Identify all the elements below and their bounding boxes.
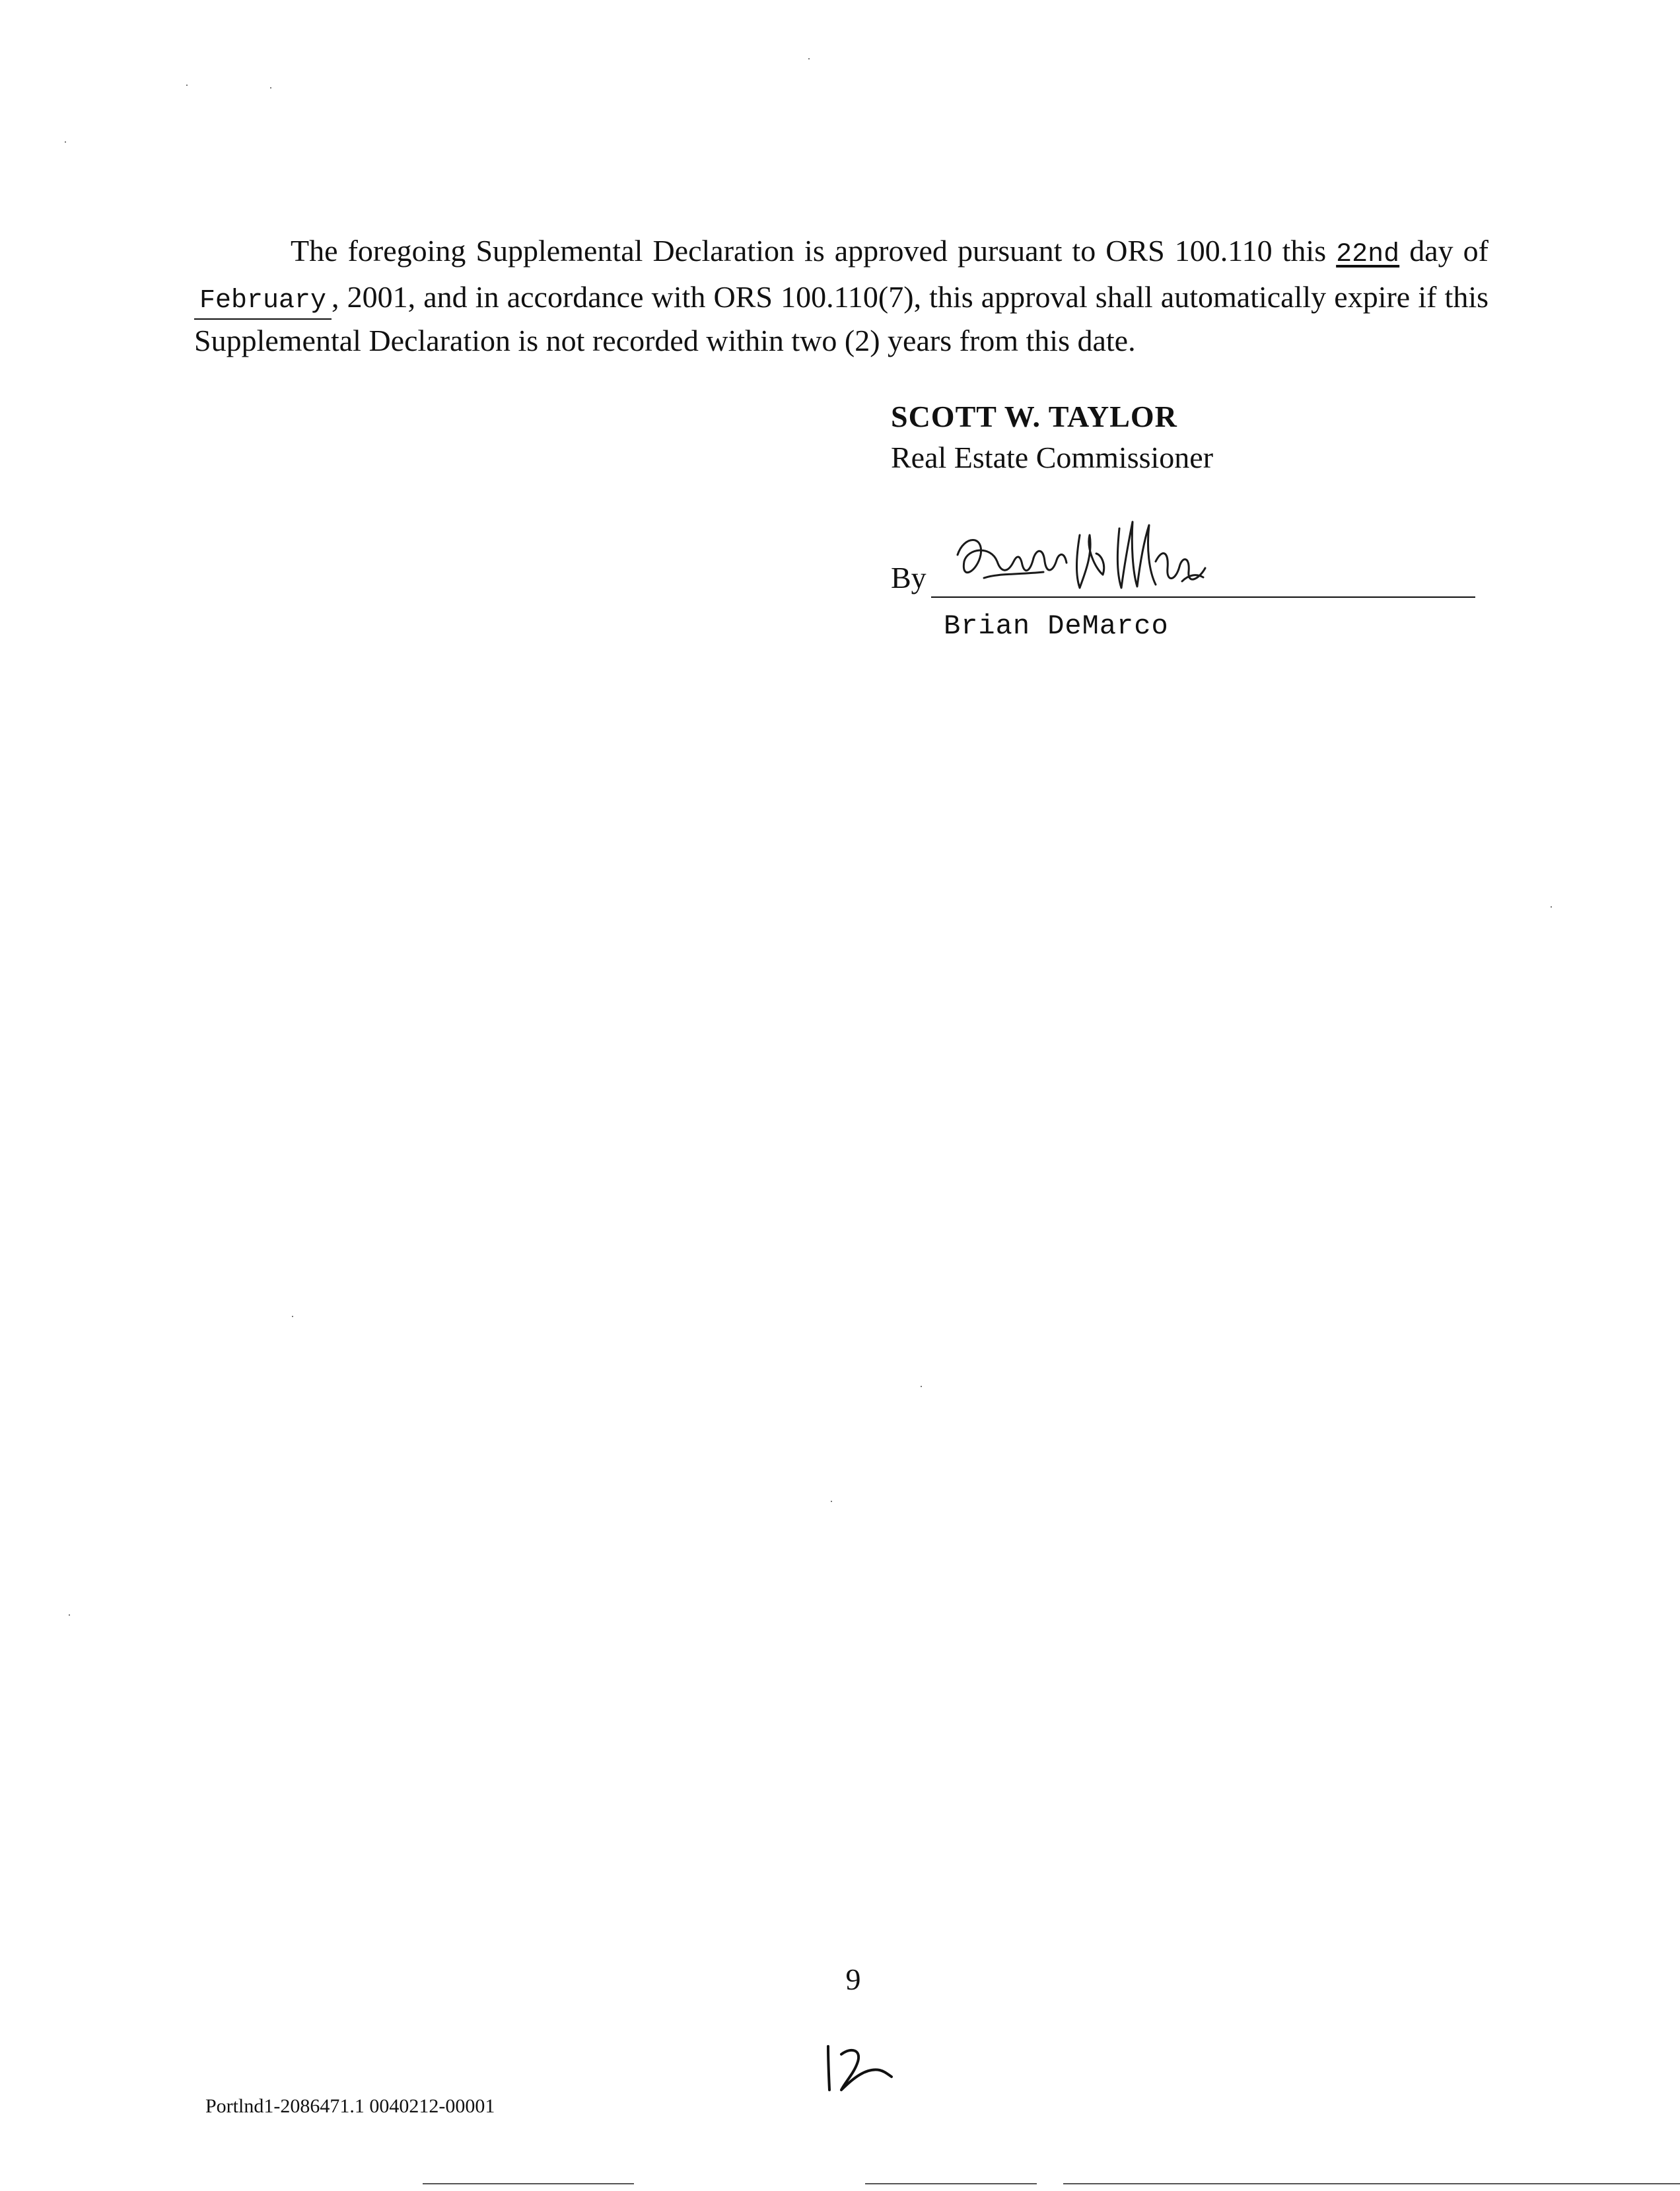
document-id: Portlnd1-2086471.1 0040212-00001 — [205, 2095, 495, 2117]
scan-speck — [186, 85, 188, 86]
scan-speck — [831, 1501, 832, 1502]
scan-speck — [1551, 906, 1552, 908]
scan-edge-rule-1 — [423, 2183, 634, 2184]
scan-edge-rule-3 — [1063, 2183, 1680, 2184]
commissioner-name: SCOTT W. TAYLOR — [891, 400, 1177, 433]
scan-speck — [808, 58, 810, 59]
handwritten-page-mark — [819, 2041, 898, 2094]
commissioner-title: Real Estate Commissioner — [891, 441, 1214, 474]
scan-speck — [65, 141, 66, 143]
scan-speck — [921, 1386, 922, 1387]
handwritten-signature — [944, 509, 1222, 608]
approval-text-intro: The foregoing Supplemental Declaration is approved pursuant to ORS 100.110 this — [291, 234, 1327, 268]
approval-paragraph — [194, 230, 1488, 362]
month-field: February — [199, 286, 327, 316]
by-label: By — [891, 561, 927, 594]
scan-speck — [69, 1614, 70, 1616]
scan-speck — [292, 1316, 293, 1317]
approval-text-day-of: day of — [1409, 234, 1488, 268]
approval-text-rest: , 2001, and in accordance with ORS 100.110(7), this approval shall automatically expire if this Supplemental Declaration is not recorded within two (2) years from this date. — [194, 280, 1488, 357]
month-blank — [194, 280, 332, 320]
day-field: 22nd — [1336, 240, 1400, 269]
scan-speck — [270, 87, 271, 89]
signer-name: Brian DeMarco — [944, 610, 1169, 642]
scan-edge-rule-2 — [865, 2183, 1037, 2184]
page-number: 9 — [845, 1962, 861, 1996]
